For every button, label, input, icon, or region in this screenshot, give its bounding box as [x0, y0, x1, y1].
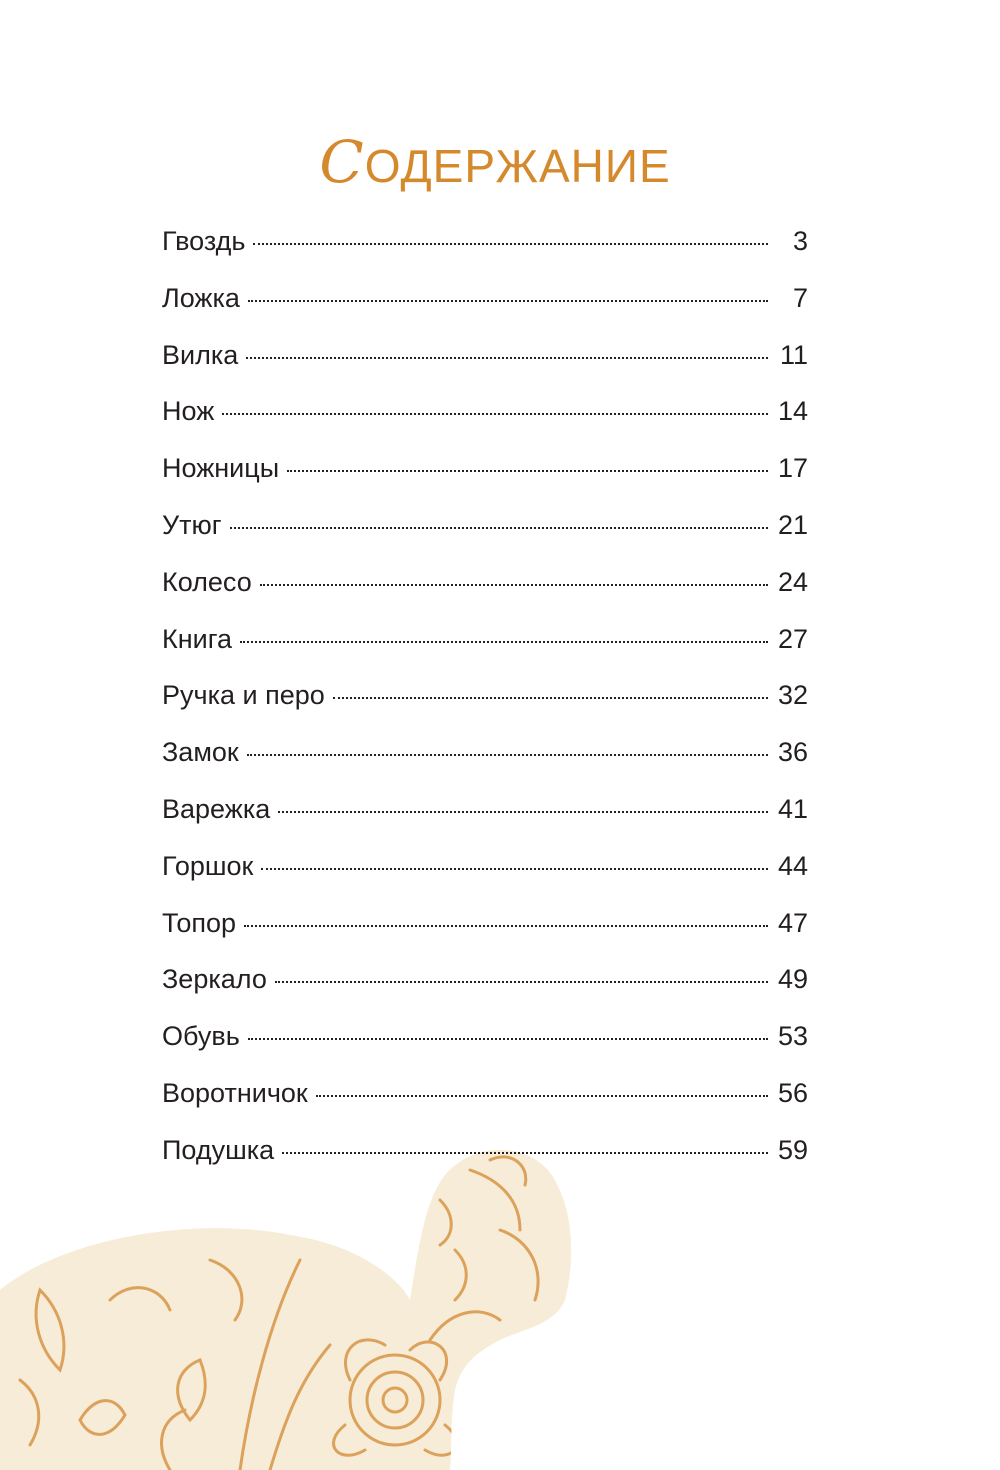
toc-entry-title: Замок	[162, 737, 239, 768]
dot-leader	[240, 641, 768, 643]
toc-entry-page: 17	[777, 453, 808, 484]
toc-entry-page: 24	[777, 566, 808, 597]
toc-entry-title: Горшок	[162, 850, 254, 881]
toc-entry-page: 27	[777, 623, 808, 654]
toc-entry[interactable]	[162, 226, 808, 283]
toc-entry-title: Ножницы	[162, 453, 280, 484]
dot-leader	[247, 754, 768, 756]
dot-leader	[333, 697, 768, 699]
toc-entry[interactable]	[162, 1078, 808, 1135]
dot-leader	[282, 1152, 768, 1154]
toc-entry-title: Ручка и перо	[162, 680, 325, 711]
toc-entry[interactable]	[162, 340, 808, 397]
toc-entry[interactable]	[162, 283, 808, 340]
toc-entry-page: 41	[777, 793, 808, 824]
toc-entry-title: Гвоздь	[162, 226, 246, 256]
toc-entry[interactable]	[162, 567, 808, 624]
dot-leader	[287, 470, 768, 472]
table-of-contents	[162, 226, 808, 1192]
toc-entry-page: 59	[777, 1134, 808, 1165]
toc-entry[interactable]	[162, 851, 808, 908]
toc-entry[interactable]	[162, 396, 808, 453]
dot-leader	[253, 243, 768, 245]
toc-entry[interactable]	[162, 680, 808, 737]
dot-leader	[278, 811, 768, 813]
toc-entry-title: Ложка	[162, 282, 240, 313]
toc-entry-page: 44	[777, 850, 808, 881]
toc-entry[interactable]	[162, 510, 808, 567]
dot-leader	[248, 1038, 768, 1040]
dot-leader	[244, 925, 768, 927]
toc-entry-title: Подушка	[162, 1134, 275, 1165]
toc-entry-page: 49	[777, 964, 808, 995]
toc-entry[interactable]	[162, 453, 808, 510]
dot-leader	[261, 868, 768, 870]
toc-entry-title: Варежка	[162, 793, 271, 824]
dot-leader	[248, 300, 768, 302]
toc-entry-title: Нож	[162, 396, 215, 427]
toc-entry[interactable]	[162, 1135, 808, 1192]
dot-leader	[260, 584, 768, 586]
toc-entry[interactable]	[162, 794, 808, 851]
toc-entry-title: Зеркало	[162, 964, 267, 995]
dot-leader	[275, 981, 768, 983]
toc-entry-page: 32	[777, 680, 808, 711]
toc-entry-title: Топор	[162, 907, 237, 938]
toc-entry-page: 21	[777, 509, 808, 540]
dot-leader	[230, 527, 768, 529]
toc-entry-title: Воротничок	[162, 1077, 308, 1108]
toc-entry-title: Утюг	[162, 509, 222, 540]
dot-leader	[316, 1095, 768, 1097]
toc-entry-page: 36	[777, 737, 808, 768]
dot-leader	[222, 413, 768, 415]
toc-entry-page: 53	[777, 1021, 808, 1052]
toc-entry-title: Обувь	[162, 1021, 240, 1052]
toc-entry-title: Колесо	[162, 566, 252, 597]
toc-entry-page: 7	[792, 282, 808, 313]
toc-entry-page: 56	[777, 1077, 808, 1108]
toc-entry-page: 47	[777, 907, 808, 938]
toc-entry[interactable]	[162, 908, 808, 965]
toc-entry-page: 11	[779, 339, 808, 370]
toc-entry-title: Вилка	[162, 339, 239, 370]
toc-entry-page: 14	[777, 396, 808, 427]
toc-entry[interactable]	[162, 964, 808, 1021]
toc-entry[interactable]	[162, 1021, 808, 1078]
toc-entry-title: Книга	[162, 623, 232, 654]
title-rest: ОДЕРЖАНИЕ	[364, 140, 671, 192]
toc-entry-page: 3	[792, 226, 808, 256]
title-initial: С	[319, 128, 365, 196]
toc-entry[interactable]	[162, 624, 808, 681]
dot-leader	[246, 357, 768, 359]
toc-entry[interactable]	[162, 737, 808, 794]
